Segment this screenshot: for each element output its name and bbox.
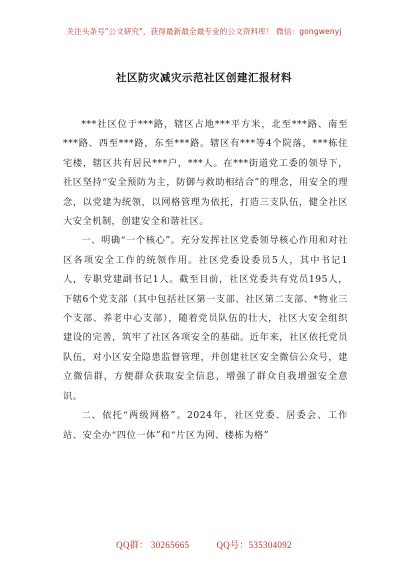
footer-qq-number: QQ号：535304092 — [216, 540, 292, 550]
paragraph-section-2: 二、依托“两级网格”。2024年，社区党委、居委会、工作站、安全办“四位一体”和“片区为网、楼栋为格” — [63, 410, 348, 441]
footer-qq-group: QQ群： 30265665 — [116, 540, 190, 550]
paragraph-intro: ***社区位于***路，辖区占地***平方米，北至***路、南至***路、西至***路，东至***路。辖区有***等4个院落，***栋住宅楼，辖区共有居民***户，***人。在***街道党工委的领导下，社区坚持“安全预防为主，防御与救助相结合”的理念，用安全的理念，以党建为统领，以网格管理为依托，打造三支队伍，健全社区大安全机制，创建安全和谐社区。 — [63, 119, 348, 228]
footer-contact — [0, 538, 408, 551]
document-title: 社区防灾减灾示范社区创建汇报材料 — [116, 72, 292, 84]
paragraph-section-1: 一、明确“一个核心”。充分发挥社区党委领导核心作用和对社区各项安全工作的统领作用。社区党委设委员5人，其中书记1人，专职党建副书记1人。截至目前，社区党委共有党员195人，下辖6个党支部（其中包括社区第一支部、社区第二支部、*物业三个支部、养老中心支部），随着党员队伍的壮大，社区大安全组织建设的完善，筑牢了社区各项安全的基础。近年来，社区依托党员队伍，对小区安全隐患监督管理，并创建社区安全微信公众号，建立微信群，方便群众获取安全信息，增强了群众自我增强安全意识。 — [63, 235, 348, 402]
document-body — [63, 115, 348, 445]
header-notice: 关注头条号"公文研究"，获得最新最全最专业的公文资料库！ 微信：gongwenyj — [66, 27, 342, 36]
